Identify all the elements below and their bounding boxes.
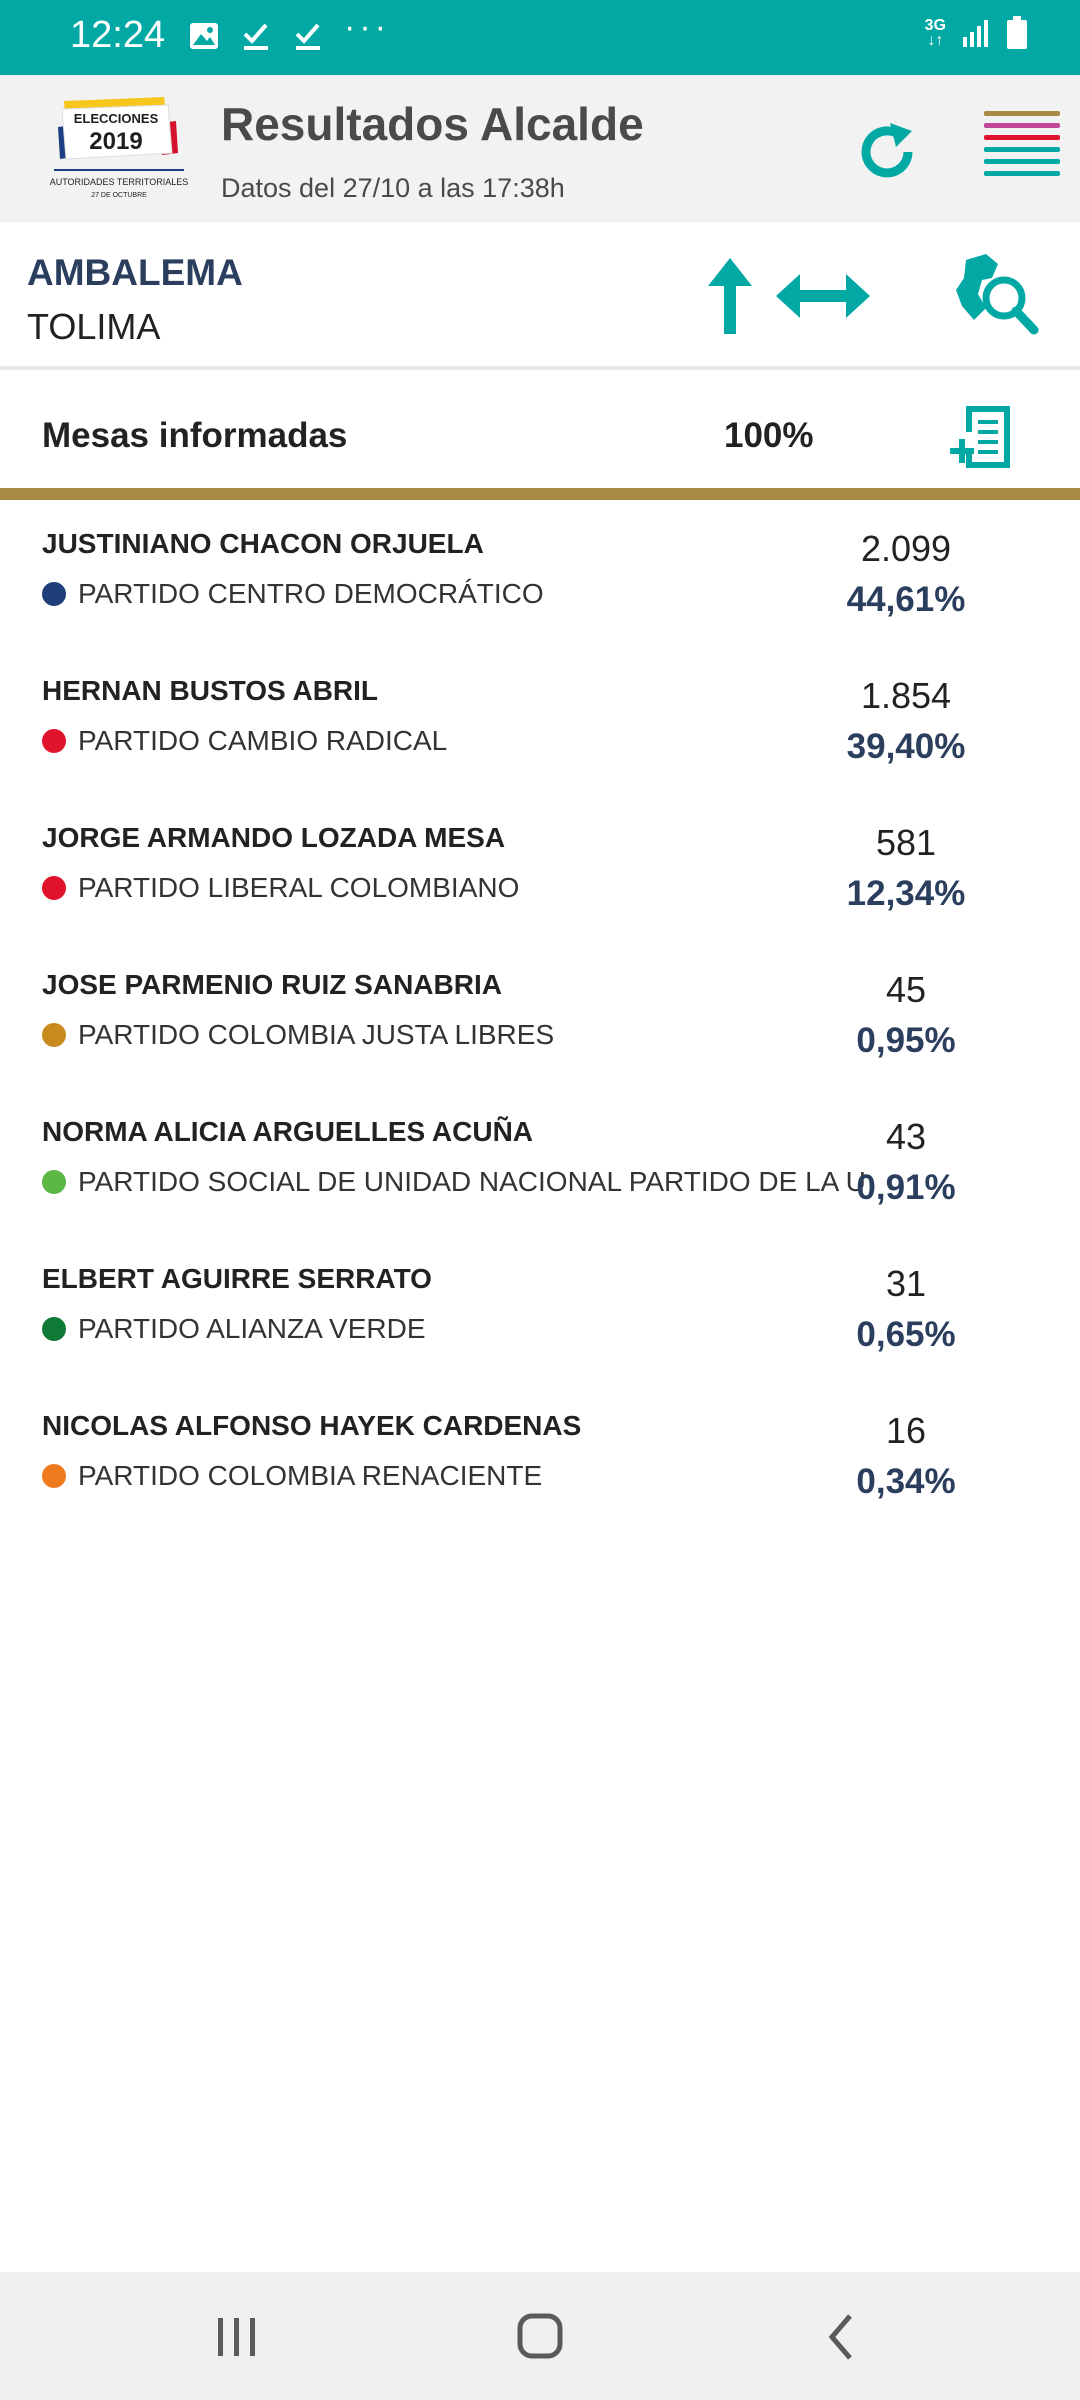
candidate-name: JUSTINIANO CHACON ORJUELA <box>42 528 484 559</box>
candidate-name: JORGE ARMANDO LOZADA MESA <box>42 822 506 853</box>
candidate-party <box>42 578 544 610</box>
network-type: 3G ↓↑ <box>924 17 946 49</box>
battery-icon <box>1006 16 1028 50</box>
party-name: PARTIDO CAMBIO RADICAL <box>78 725 448 756</box>
menu-icon[interactable] <box>984 111 1060 187</box>
back-icon[interactable] <box>812 2310 872 2364</box>
party-name: PARTIDO LIBERAL COLOMBIANO <box>78 872 520 903</box>
candidate-row[interactable] <box>0 1382 1080 1529</box>
system-nav-bar <box>0 2272 1080 2400</box>
arrow-up-icon[interactable] <box>706 258 754 334</box>
candidate-row[interactable] <box>0 794 1080 941</box>
candidate-row[interactable] <box>0 647 1080 794</box>
party-name: PARTIDO ALIANZA VERDE <box>78 1313 426 1344</box>
mesas-label: Mesas informadas <box>42 416 348 455</box>
candidate-party <box>42 1460 542 1492</box>
party-name: PARTIDO COLOMBIA JUSTA LIBRES <box>78 1019 555 1050</box>
party-color-dot <box>42 1023 66 1047</box>
candidate-party <box>42 1019 554 1051</box>
logo-text-line3: AUTORIDADES TERRITORIALES <box>49 177 189 187</box>
candidate-party <box>42 1313 426 1345</box>
status-bar <box>0 0 1080 75</box>
candidate-percent: 44,61% <box>846 580 966 619</box>
app-bar <box>0 75 1080 222</box>
municipality-name: AMBALEMA <box>27 252 243 293</box>
candidate-party <box>42 872 519 904</box>
status-time: 12:24 <box>70 14 166 56</box>
check-icon <box>292 20 324 52</box>
candidate-votes: 1.854 <box>860 675 952 716</box>
candidate-name: NORMA ALICIA ARGUELLES ACUÑA <box>42 1116 534 1147</box>
candidate-percent: 39,40% <box>846 727 966 766</box>
recent-apps-icon[interactable] <box>206 2310 266 2364</box>
candidate-votes: 2.099 <box>860 528 952 569</box>
data-timestamp: Datos del 27/10 a las 17:38h <box>221 173 565 203</box>
candidate-row[interactable] <box>0 500 1080 647</box>
candidate-percent: 12,34% <box>846 874 966 913</box>
candidate-votes: 31 <box>885 1263 927 1304</box>
mesas-percent: 100% <box>724 416 814 455</box>
candidate-name: NICOLAS ALFONSO HAYEK CARDENAS <box>42 1410 582 1441</box>
logo-text-line4: 27 DE OCTUBRE <box>91 192 147 199</box>
map-search-icon[interactable] <box>952 250 1040 338</box>
party-color-dot <box>42 1170 66 1194</box>
candidate-list <box>0 500 1080 1529</box>
refresh-icon[interactable] <box>852 117 922 187</box>
candidate-votes: 45 <box>885 969 927 1010</box>
arrow-left-right-icon[interactable] <box>776 272 870 320</box>
candidate-name: ELBERT AGUIRRE SERRATO <box>42 1263 432 1294</box>
party-color-dot <box>42 1464 66 1488</box>
check-icon <box>240 20 272 52</box>
party-color-dot <box>42 582 66 606</box>
party-name: PARTIDO SOCIAL DE UNIDAD NACIONAL PARTIDO DE LA U <box>78 1166 866 1197</box>
candidate-row[interactable] <box>0 1088 1080 1235</box>
image-icon <box>188 20 220 52</box>
home-icon[interactable] <box>510 2310 570 2364</box>
candidate-row[interactable] <box>0 941 1080 1088</box>
party-color-dot <box>42 1317 66 1341</box>
signal-icon <box>960 17 992 49</box>
add-document-icon[interactable] <box>948 404 1014 470</box>
party-color-dot <box>42 876 66 900</box>
candidate-percent: 0,91% <box>856 1168 956 1207</box>
candidate-votes: 43 <box>885 1116 927 1157</box>
candidate-party <box>42 1166 866 1198</box>
section-divider <box>0 488 1080 500</box>
mesas-informadas-row <box>0 370 1080 488</box>
location-bar <box>0 222 1080 370</box>
candidate-name: HERNAN BUSTOS ABRIL <box>42 675 379 706</box>
party-name: PARTIDO CENTRO DEMOCRÁTICO <box>78 578 544 609</box>
candidate-name: JOSE PARMENIO RUIZ SANABRIA <box>42 969 502 1000</box>
candidate-percent: 0,95% <box>856 1021 956 1060</box>
elecciones-logo <box>44 97 194 207</box>
logo-year: 2019 <box>89 128 143 155</box>
party-color-dot <box>42 729 66 753</box>
party-name: PARTIDO COLOMBIA RENACIENTE <box>78 1460 543 1491</box>
candidate-percent: 0,34% <box>856 1462 956 1501</box>
candidate-row[interactable] <box>0 1235 1080 1382</box>
candidate-party <box>42 725 447 757</box>
candidate-percent: 0,65% <box>856 1315 956 1354</box>
more-notifications-icon: ··· <box>344 8 390 46</box>
department-name: TOLIMA <box>27 306 161 347</box>
page-title: Resultados Alcalde <box>221 98 644 150</box>
candidate-votes: 581 <box>875 822 937 863</box>
candidate-votes: 16 <box>885 1410 927 1451</box>
logo-text-line1: ELECCIONES <box>73 111 159 126</box>
